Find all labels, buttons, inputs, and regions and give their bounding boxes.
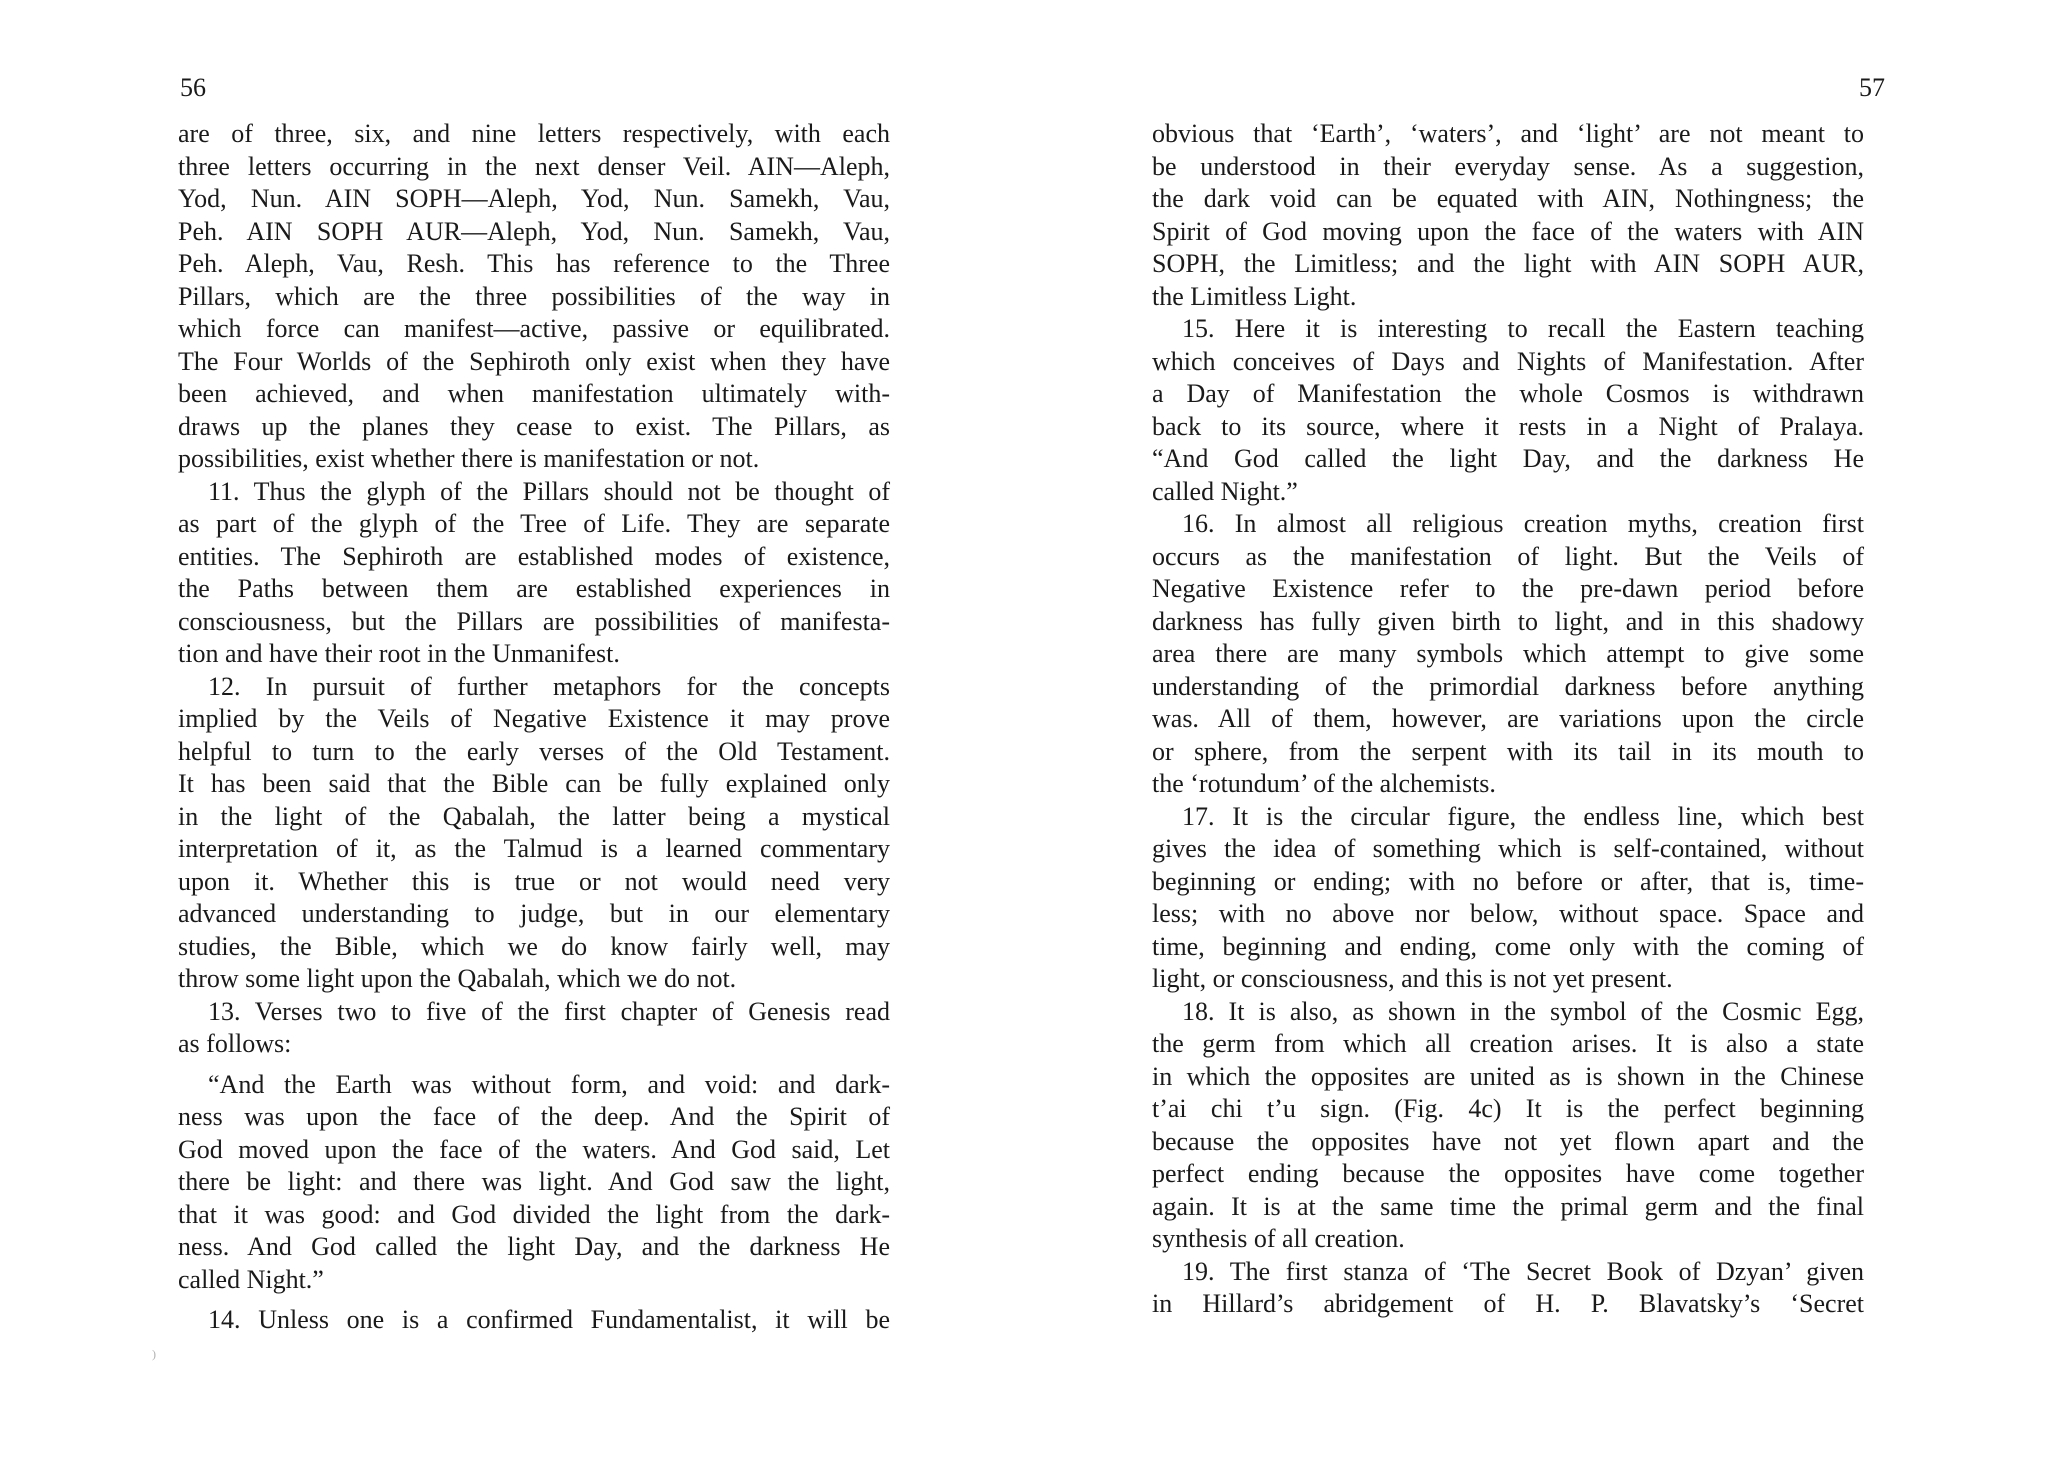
text-line: synthesis of all creation. bbox=[1152, 1224, 1405, 1253]
text-line: again. It is at the same time the primal germ and the final bbox=[1152, 1191, 1864, 1221]
left-main-text bbox=[178, 118, 890, 1061]
text-line: the germ from which all creation arises. It is also a state bbox=[1152, 1029, 1864, 1058]
text-line: in the light of the Qabalah, the latter being a mystical bbox=[178, 801, 890, 831]
text-line: in which the opposites are united as is shown in the Chinese bbox=[1152, 1061, 1864, 1091]
text-line: called Night.” bbox=[1152, 476, 1298, 506]
text-line: ness. And God called the light Day, and the darkness He bbox=[178, 1232, 890, 1261]
text-line: as follows: bbox=[178, 1029, 292, 1058]
genesis-quote bbox=[178, 1069, 890, 1297]
text-line: because the opposites have not yet flown apart and the bbox=[1152, 1126, 1864, 1156]
right-main-text bbox=[1152, 118, 1864, 1321]
text-line: a Day of Manifestation the whole Cosmos is withdrawn bbox=[1152, 379, 1864, 408]
text-line: are of three, six, and nine letters respectively, with each bbox=[178, 119, 890, 148]
text-line: the Paths between them are established experiences in bbox=[178, 574, 890, 603]
text-line: Peh. Aleph, Vau, Resh. This has reference to the Three bbox=[178, 249, 890, 278]
text-line: which force can manifest—active, passive or equilibrated. bbox=[178, 314, 890, 343]
text-line: the dark void can be equated with AIN, Nothingness; the bbox=[1152, 184, 1864, 213]
text-line: 12. In pursuit of further metaphors for the concepts bbox=[208, 671, 890, 701]
text-line: interpretation of it, as the Talmud is a learned commentary bbox=[178, 834, 890, 863]
text-line: SOPH, the Limitless; and the light with AIN SOPH AUR, bbox=[1152, 249, 1864, 278]
text-line: t’ai chi t’u sign. (Fig. 4c) It is the perfect beginning bbox=[1152, 1094, 1864, 1123]
text-line: 16. In almost all religious creation myths, creation first bbox=[1182, 509, 1864, 538]
text-line: which conceives of Days and Nights of Manifestation. After bbox=[1152, 346, 1864, 376]
page-number-right: 57 bbox=[1859, 73, 1885, 102]
text-line: God moved upon the face of the waters. And God said, Let bbox=[178, 1134, 890, 1164]
text-line: beginning or ending; with no before or after, that is, time- bbox=[1152, 866, 1864, 896]
text-line: there be light: and there was light. And God saw the light, bbox=[178, 1167, 890, 1196]
text-line: perfect ending because the opposites have come together bbox=[1152, 1159, 1864, 1188]
text-line: 13. Verses two to five of the first chapter of Genesis read bbox=[208, 996, 890, 1026]
text-line: “And God called the light Day, and the darkness He bbox=[1152, 444, 1864, 473]
text-line: helpful to turn to the early verses of the Old Testament. bbox=[178, 736, 890, 766]
text-line: three letters occurring in the next denser Veil. AIN—Aleph, bbox=[178, 151, 890, 181]
text-line: “And the Earth was without form, and void: and dark- bbox=[208, 1069, 890, 1099]
text-line: less; with no above nor below, without space. Space and bbox=[1152, 899, 1864, 928]
quote-spacing bbox=[178, 1061, 890, 1069]
page-number-left: 56 bbox=[180, 73, 206, 102]
text-line: throw some light upon the Qabalah, which we do not. bbox=[178, 964, 737, 993]
text-line: ness was upon the face of the deep. And the Spirit of bbox=[178, 1102, 890, 1131]
text-line: 18. It is also, as shown in the symbol of the Cosmic Egg, bbox=[1182, 996, 1864, 1026]
text-line: darkness has fully given birth to light, and in this shadowy bbox=[1152, 606, 1864, 636]
text-line: Negative Existence refer to the pre-dawn period before bbox=[1152, 574, 1864, 603]
text-line: that it was good: and God divided the light from the dark- bbox=[178, 1199, 890, 1229]
text-line: area there are many symbols which attempt to give some bbox=[1152, 639, 1864, 668]
text-line: consciousness, but the Pillars are possibilities of manifesta- bbox=[178, 606, 890, 636]
right-page-text bbox=[1152, 118, 1864, 1321]
text-line: studies, the Bible, which we do know fairly well, may bbox=[178, 931, 890, 961]
text-line: obvious that ‘Earth’, ‘waters’, and ‘light’ are not meant to bbox=[1152, 119, 1864, 148]
text-line: called Night.” bbox=[178, 1264, 324, 1294]
text-line: entities. The Sephiroth are established modes of existence, bbox=[178, 541, 890, 571]
left-page-text bbox=[178, 118, 890, 1337]
right-page bbox=[1024, 0, 2048, 1480]
text-line: 19. The first stanza of ‘The Secret Book of Dzyan’ given bbox=[1182, 1256, 1864, 1286]
left-closing-text bbox=[178, 1304, 890, 1337]
text-line: tion and have their root in the Unmanifest. bbox=[178, 639, 620, 668]
text-line: was. All of them, however, are variations upon the circle bbox=[1152, 704, 1864, 733]
text-line: or sphere, from the serpent with its tail in its mouth to bbox=[1152, 736, 1864, 766]
margin-mark: ) bbox=[152, 1347, 156, 1361]
quote-spacing bbox=[178, 1296, 890, 1304]
text-line: draws up the planes they cease to exist. The Pillars, as bbox=[178, 411, 890, 441]
text-line: 11. Thus the glyph of the Pillars should not be thought of bbox=[208, 476, 890, 506]
text-line: be understood in their everyday sense. As a suggestion, bbox=[1152, 151, 1864, 181]
text-line: light, or consciousness, and this is not yet present. bbox=[1152, 964, 1673, 993]
text-line: possibilities, exist whether there is manifestation or not. bbox=[178, 444, 760, 473]
text-line: Yod, Nun. AIN SOPH—Aleph, Yod, Nun. Samekh, Vau, bbox=[178, 184, 890, 213]
text-line: The Four Worlds of the Sephiroth only exist when they have bbox=[178, 346, 890, 376]
text-line: Pillars, which are the three possibilities of the way in bbox=[178, 281, 890, 311]
text-line: in Hillard’s abridgement of H. P. Blavatsky’s ‘Secret bbox=[1152, 1289, 1864, 1318]
text-line: as part of the glyph of the Tree of Life. They are separate bbox=[178, 509, 890, 538]
text-line: Spirit of God moving upon the face of the waters with AIN bbox=[1152, 216, 1864, 246]
text-line: 17. It is the circular figure, the endless line, which best bbox=[1182, 801, 1864, 831]
text-line: upon it. Whether this is true or not would need very bbox=[178, 866, 890, 896]
text-line: implied by the Veils of Negative Existence it may prove bbox=[178, 704, 890, 733]
text-line: been achieved, and when manifestation ultimately with- bbox=[178, 379, 890, 408]
text-line: the Limitless Light. bbox=[1152, 281, 1357, 311]
text-line: the ‘rotundum’ of the alchemists. bbox=[1152, 769, 1496, 798]
text-line: understanding of the primordial darkness before anything bbox=[1152, 671, 1864, 701]
text-line: gives the idea of something which is self-contained, without bbox=[1152, 834, 1864, 863]
text-line: 14. Unless one is a confirmed Fundamentalist, it will be bbox=[208, 1305, 890, 1334]
text-line: occurs as the manifestation of light. But the Veils of bbox=[1152, 541, 1864, 571]
text-line: It has been said that the Bible can be fully explained only bbox=[178, 769, 890, 798]
text-line: back to its source, where it rests in a Night of Pralaya. bbox=[1152, 411, 1864, 441]
text-line: Peh. AIN SOPH AUR—Aleph, Yod, Nun. Samekh, Vau, bbox=[178, 216, 890, 246]
text-line: advanced understanding to judge, but in our elementary bbox=[178, 899, 890, 928]
text-line: time, beginning and ending, come only with the coming of bbox=[1152, 931, 1864, 961]
text-line: 15. Here it is interesting to recall the Eastern teaching bbox=[1182, 314, 1864, 343]
